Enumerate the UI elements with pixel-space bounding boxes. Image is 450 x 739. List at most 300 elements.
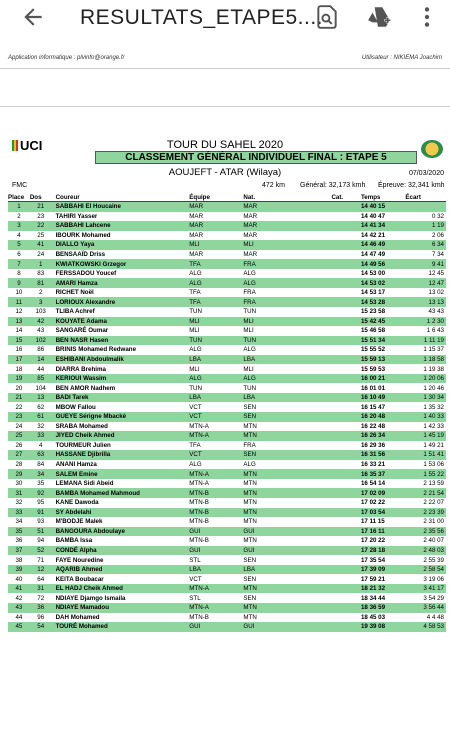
time-cell: 16 00 21 xyxy=(361,374,405,384)
time-cell: 17 11 15 xyxy=(360,518,385,526)
bib-cell: 14 xyxy=(30,355,52,365)
table-row xyxy=(8,364,446,374)
time-cell: 15 59 13 xyxy=(361,355,405,365)
time-cell: 15 46 58 xyxy=(360,327,386,335)
place-cell: 35 xyxy=(8,527,30,537)
rider-cell: KWIATKOWSKI Grzegor xyxy=(52,259,190,269)
table-row xyxy=(8,393,446,403)
time-cell: 14 46 49 xyxy=(361,240,405,250)
divider xyxy=(0,68,450,69)
gap-cell: 1 20 06 xyxy=(405,374,446,384)
place-cell: 31 xyxy=(8,488,30,498)
nation-cell: MTN xyxy=(243,508,331,518)
gap-cell: 1 11 19 xyxy=(405,336,446,346)
more-vert-icon[interactable] xyxy=(414,4,440,30)
table-row xyxy=(8,479,446,489)
table-row xyxy=(8,584,446,594)
table-row xyxy=(8,250,446,260)
gap-cell: 2 21 54 xyxy=(405,488,446,498)
place-cell: 18 xyxy=(15,365,23,373)
user-credit: Utilisateur : NIKIEMA Joachim xyxy=(361,55,442,61)
table-row xyxy=(8,517,446,527)
table-row xyxy=(8,345,446,355)
nation-cell: MTN xyxy=(243,499,257,507)
category-cell xyxy=(331,212,361,222)
bib-cell: 1 xyxy=(30,259,52,269)
place-cell: 1 xyxy=(8,202,30,212)
gap-cell: 1 18 58 xyxy=(405,355,446,365)
gap-cell: 6 34 xyxy=(405,240,446,250)
place-cell: 5 xyxy=(8,240,30,250)
team-cell: MAR xyxy=(189,231,204,239)
category-cell xyxy=(331,202,361,212)
rider-cell: TOURMEUR Julien xyxy=(55,441,111,449)
place-cell: 13 xyxy=(8,317,30,327)
gap-cell: 1 35 32 xyxy=(423,403,444,411)
time-cell: 18 34 44 xyxy=(360,594,386,602)
gap-cell: 1 51 41 xyxy=(405,450,446,460)
place-cell: 20 xyxy=(15,384,23,392)
nation-cell: TUN xyxy=(243,336,331,346)
gap-cell: 1 19 38 xyxy=(423,365,444,373)
team-cell: STL xyxy=(189,594,201,602)
rider-cell: LORIOUX Alexandre xyxy=(52,297,190,307)
gap-cell: 1 40 33 xyxy=(405,412,446,422)
category-cell xyxy=(331,393,361,403)
table-row xyxy=(8,212,446,222)
place-cell: 39 xyxy=(8,565,30,575)
gap-cell: 2 22 07 xyxy=(423,499,444,507)
time-cell: 16 15 47 xyxy=(360,403,386,411)
place-cell: 9 xyxy=(8,278,30,288)
col-header: Temps xyxy=(361,193,405,202)
bib-cell: 54 xyxy=(30,622,52,632)
team-cell: ALG xyxy=(189,461,202,469)
table-row xyxy=(8,202,446,212)
time-cell: 17 20 22 xyxy=(360,537,386,545)
time-cell: 14 47 49 xyxy=(360,251,386,258)
category-cell xyxy=(331,374,361,384)
rider-cell: BADI Tarek xyxy=(52,393,190,403)
gap-cell: 1 30 34 xyxy=(405,393,446,403)
time-cell: 14 49 56 xyxy=(361,259,405,269)
nation-cell: MLI xyxy=(243,317,331,327)
gap-cell: 1 15 37 xyxy=(423,346,444,354)
team-cell: MTN-B xyxy=(189,518,209,526)
team-cell: MAR xyxy=(189,251,204,258)
col-header: Dos xyxy=(30,193,52,202)
time-cell: 14 53 00 xyxy=(360,270,386,278)
rider-cell: LEMANA Sidi Abeid xyxy=(55,480,114,488)
rider-cell: TAHIRI Yasser xyxy=(55,212,98,220)
time-cell: 15 42 45 xyxy=(361,317,405,327)
rider-cell: SABBAHI Lahcene xyxy=(52,221,190,231)
general-speed: Général: 32,173 kmh xyxy=(300,182,366,189)
time-cell: 16 01 01 xyxy=(360,384,386,392)
gap-cell: 13 13 xyxy=(405,297,446,307)
team-cell: TFA xyxy=(189,289,201,297)
table-row xyxy=(8,574,446,584)
place-cell: 3 xyxy=(8,221,30,231)
category-cell xyxy=(331,364,361,374)
team-cell: MTN-B xyxy=(189,508,243,518)
category-cell xyxy=(331,479,361,489)
gap-cell: 7 34 xyxy=(431,251,444,258)
nation-cell: FRA xyxy=(243,289,256,297)
nation-cell: MTN xyxy=(243,431,331,441)
time-cell: 16 10 49 xyxy=(361,393,405,403)
nation-cell: SEN xyxy=(243,575,257,583)
place-cell: 43 xyxy=(8,603,30,613)
gap-cell: 1 53 06 xyxy=(423,461,444,469)
bib-cell: 44 xyxy=(37,365,45,373)
place-cell: 33 xyxy=(8,508,30,518)
bib-cell: 2 xyxy=(38,289,43,297)
gap-cell: 4 4 48 xyxy=(426,613,444,621)
race-date: 07/03/2020 xyxy=(408,170,444,177)
time-cell: 17 28 18 xyxy=(361,546,405,556)
place-cell: 30 xyxy=(15,480,23,488)
category-cell xyxy=(331,574,361,584)
gap-cell: 3 54 29 xyxy=(423,594,444,602)
bib-cell: 96 xyxy=(37,613,45,621)
category-cell xyxy=(331,527,361,537)
nation-cell: LBA xyxy=(243,393,331,403)
rider-cell: M'BODJE Malek xyxy=(55,518,103,526)
bib-cell: 25 xyxy=(37,231,45,239)
gap-cell: 2 13 59 xyxy=(423,480,444,488)
category-cell xyxy=(331,259,361,269)
time-cell: 17 02 09 xyxy=(361,488,405,498)
rider-cell: MBOW Fallou xyxy=(55,403,96,411)
rider-cell: BAMBA Issa xyxy=(55,537,93,545)
gap-cell: 2 55 39 xyxy=(423,556,444,564)
team-cell: MLI xyxy=(189,240,243,250)
nation-cell: MLI xyxy=(243,327,254,335)
team-cell: MTN-A xyxy=(189,422,209,430)
nation-cell: MTN xyxy=(243,537,257,545)
team-cell: GUI xyxy=(189,527,243,537)
place-cell: 34 xyxy=(15,518,23,526)
arrow-left-icon[interactable] xyxy=(20,4,46,30)
time-cell: 18 45 03 xyxy=(360,613,386,621)
category-cell xyxy=(331,622,361,632)
table-row xyxy=(8,565,446,575)
table-row xyxy=(8,527,446,537)
table-row xyxy=(8,546,446,556)
team-cell: LBA xyxy=(189,565,243,575)
drive-add-icon[interactable] xyxy=(366,4,392,30)
table-header xyxy=(8,193,446,202)
nation-cell: FRA xyxy=(243,259,331,269)
rider-cell: DIARRA Brehima xyxy=(55,365,106,373)
time-cell: 14 53 28 xyxy=(361,297,405,307)
gap-cell: 3 56 44 xyxy=(405,603,446,613)
time-cell: 17 59 21 xyxy=(360,575,386,583)
rider-cell: RICHET Noël xyxy=(55,289,94,297)
table-row xyxy=(8,603,446,613)
table-row xyxy=(8,402,446,412)
nation-cell: MTN xyxy=(243,488,331,498)
time-cell: 15 55 52 xyxy=(360,346,386,354)
category-cell xyxy=(331,460,361,470)
gap-cell: 1 6 43 xyxy=(426,327,444,335)
team-cell: ALG xyxy=(189,346,202,354)
rider-cell: SALEM Emine xyxy=(52,469,190,479)
rider-cell: ESHIBANI Abdoulmalik xyxy=(52,355,190,365)
place-cell: 45 xyxy=(8,622,30,632)
rider-cell: SABBAHI El Houcaine xyxy=(52,202,190,212)
team-cell: MTN-B xyxy=(189,613,209,621)
bib-cell: 104 xyxy=(35,384,46,392)
bib-cell: 24 xyxy=(37,251,45,258)
table-row xyxy=(8,593,446,603)
team-cell: MTN-A xyxy=(189,431,243,441)
divider xyxy=(0,106,450,107)
rider-cell: NDIAYE Mamadou xyxy=(52,603,190,613)
nation-cell: ALG xyxy=(243,461,256,469)
category-cell xyxy=(331,584,361,594)
bib-cell: 81 xyxy=(30,278,52,288)
time-cell: 14 53 02 xyxy=(361,278,405,288)
category-cell xyxy=(331,336,361,346)
place-cell: 32 xyxy=(15,499,23,507)
rider-cell: EL HADJ Cheik Ahmed xyxy=(52,584,190,594)
rider-cell: BRINIS Mohamed Redwane xyxy=(55,346,137,354)
table-row xyxy=(8,240,446,250)
col-header: Équipe xyxy=(189,193,243,202)
place-cell: 38 xyxy=(15,556,23,564)
col-header: Coureur xyxy=(52,193,190,202)
category-cell xyxy=(331,326,361,336)
nation-cell: GUI xyxy=(243,546,331,556)
gap-cell: 1 49 21 xyxy=(423,441,444,449)
table-row xyxy=(8,536,446,546)
bib-cell: 33 xyxy=(30,431,52,441)
bib-cell: 13 xyxy=(30,393,52,403)
time-cell: 18 21 32 xyxy=(361,584,405,594)
nation-cell: MTN xyxy=(243,480,257,488)
table-row xyxy=(8,259,446,269)
ranking-table xyxy=(8,193,446,632)
rider-cell: AMARI Hamza xyxy=(52,278,190,288)
bib-cell: 42 xyxy=(30,317,52,327)
nation-cell: ALG xyxy=(243,346,256,354)
col-header: Écart xyxy=(405,193,446,202)
epreuve-speed: Épreuve: 32,341 kmh xyxy=(378,182,445,189)
nation-cell: MLI xyxy=(243,240,331,250)
bib-cell: 36 xyxy=(30,603,52,613)
category-cell xyxy=(331,317,361,327)
category-cell xyxy=(331,469,361,479)
tour-logo-icon xyxy=(421,140,443,158)
rider-cell: ANANI Hamza xyxy=(55,461,97,469)
category-cell xyxy=(331,240,361,250)
team-cell: MTN-B xyxy=(189,499,209,507)
bib-cell: 63 xyxy=(30,450,52,460)
category-cell xyxy=(331,613,361,623)
category-cell xyxy=(331,422,361,432)
gap-cell: 1 2 30 xyxy=(405,317,446,327)
rider-cell: BEN AMOR Nadhem xyxy=(55,384,116,392)
category-cell xyxy=(331,278,361,288)
nation-cell: MLI xyxy=(243,365,254,373)
time-cell: 15 23 58 xyxy=(360,308,386,316)
gap-cell: 3 19 06 xyxy=(423,575,444,583)
app-credit: Application informatique : plvinfo@orange.fr xyxy=(8,55,125,61)
classement-banner: CLASSEMENT GÉNÉRAL INDIVIDUEL FINAL : ETAPE 5 xyxy=(95,151,417,164)
time-cell: 16 22 48 xyxy=(360,422,386,430)
gap-cell: 2 06 xyxy=(431,231,444,239)
document-title: RESULTATS_ETAPE5.... xyxy=(80,6,324,29)
team-cell: MTN-A xyxy=(189,469,243,479)
table-row xyxy=(8,613,446,623)
nation-cell: ALG xyxy=(243,270,256,278)
nation-cell: SEN xyxy=(243,556,257,564)
nation-cell: ALG xyxy=(243,278,331,288)
table-row xyxy=(8,469,446,479)
team-cell: STL xyxy=(189,556,201,564)
category-cell xyxy=(331,450,361,460)
table-row xyxy=(8,383,446,393)
bib-cell: 52 xyxy=(30,546,52,556)
table-row xyxy=(8,450,446,460)
time-cell: 17 03 54 xyxy=(361,508,405,518)
race-title: TOUR DU SAHEL 2020 xyxy=(166,139,284,151)
gap-cell: 12 47 xyxy=(405,278,446,288)
rider-cell: HASSANE Djibrilla xyxy=(52,450,190,460)
table-row xyxy=(8,498,446,508)
category-cell xyxy=(331,345,361,355)
table-row xyxy=(8,326,446,336)
gap-cell: 43 43 xyxy=(428,308,444,316)
category-cell xyxy=(331,383,361,393)
place-cell: 42 xyxy=(15,594,23,602)
gap-cell: 1 45 19 xyxy=(405,431,446,441)
distance: 472 km xyxy=(262,182,285,189)
rider-cell: SRABA Mohamed xyxy=(55,422,108,430)
nation-cell: MTN xyxy=(243,584,331,594)
col-header: Cat. xyxy=(331,193,361,202)
place-cell: 17 xyxy=(8,355,30,365)
place-cell: 2 xyxy=(17,212,21,220)
team-cell: MAR xyxy=(189,212,204,220)
table-row xyxy=(8,555,446,565)
search-document-icon[interactable] xyxy=(314,4,340,30)
category-cell xyxy=(331,536,361,546)
table-row xyxy=(8,336,446,346)
time-cell: 16 20 48 xyxy=(361,412,405,422)
gap-cell: 2 58 54 xyxy=(405,565,446,575)
rider-cell: NDIAYE Djamgo Ismaila xyxy=(55,594,126,602)
bib-cell: 103 xyxy=(35,308,46,316)
table-row xyxy=(8,374,446,384)
federation: FMC xyxy=(12,182,28,189)
team-cell: ALG xyxy=(189,374,243,384)
time-cell: 16 31 56 xyxy=(361,450,405,460)
team-cell: TFA xyxy=(189,297,243,307)
gap-cell: 2 35 56 xyxy=(405,527,446,537)
team-cell: MLI xyxy=(189,365,200,373)
time-cell: 14 41 34 xyxy=(361,221,405,231)
gap-cell: 2 48 03 xyxy=(405,546,446,556)
time-cell: 17 39 09 xyxy=(361,565,405,575)
gap-cell: 0 32 xyxy=(431,212,444,220)
nation-cell: FRA xyxy=(243,297,331,307)
bib-cell: 64 xyxy=(37,575,45,583)
bib-cell: 84 xyxy=(37,461,45,469)
category-cell xyxy=(331,431,361,441)
team-cell: VCT xyxy=(189,412,243,422)
rider-cell: AQARIB Ahmed xyxy=(52,565,190,575)
table-row xyxy=(8,288,446,298)
time-cell: 17 02 22 xyxy=(360,499,386,507)
time-cell: 14 42 21 xyxy=(360,231,386,239)
team-cell: GUI xyxy=(189,546,243,556)
place-cell: 16 xyxy=(15,346,23,354)
gap-cell: 2 40 07 xyxy=(423,537,444,545)
nation-cell: TUN xyxy=(243,384,257,392)
category-cell xyxy=(331,307,361,317)
bib-cell: 34 xyxy=(30,469,52,479)
bib-cell: 83 xyxy=(37,270,45,278)
place-cell: 12 xyxy=(15,308,23,316)
table-row xyxy=(8,278,446,288)
gap-cell: 13 02 xyxy=(428,289,444,297)
nation-cell: SEN xyxy=(243,412,331,422)
rider-cell: DIALLO Yaya xyxy=(52,240,190,250)
gap-cell: 2 31 00 xyxy=(423,518,444,526)
time-cell: 15 51 34 xyxy=(361,336,405,346)
category-cell xyxy=(331,221,361,231)
rider-cell: KEITA Boubacar xyxy=(55,575,104,583)
bib-cell: 41 xyxy=(30,240,52,250)
bib-cell: 4 xyxy=(38,441,43,449)
nation-cell: MAR xyxy=(243,221,331,231)
category-cell xyxy=(331,297,361,307)
rider-cell: CONDÉ Alpha xyxy=(52,546,190,556)
team-cell: TUN xyxy=(189,308,202,316)
time-cell: 14 40 47 xyxy=(360,212,386,220)
table-row xyxy=(8,231,446,241)
category-cell xyxy=(331,593,361,603)
col-header: Place xyxy=(8,193,30,202)
gap-cell: 4 58 53 xyxy=(405,622,446,632)
place-cell: 8 xyxy=(17,270,21,278)
bib-cell: 72 xyxy=(37,594,45,602)
nation-cell: SEN xyxy=(243,594,257,602)
rider-cell: GUEYE Sérigne Mbacké xyxy=(52,412,190,422)
time-cell: 19 39 08 xyxy=(361,622,405,632)
place-cell: 10 xyxy=(15,289,23,297)
place-cell: 41 xyxy=(8,584,30,594)
bib-cell: 22 xyxy=(30,221,52,231)
category-cell xyxy=(331,488,361,498)
gap-cell: 9 41 xyxy=(405,259,446,269)
table-row xyxy=(8,488,446,498)
gap-cell: 1 42 33 xyxy=(423,422,444,430)
time-cell: 17 35 54 xyxy=(360,556,386,564)
rider-cell: FAYE Nouredine xyxy=(55,556,104,564)
table-row xyxy=(8,412,446,422)
team-cell: MTN-A xyxy=(189,480,209,488)
team-cell: TFA xyxy=(189,259,243,269)
time-cell: 16 35 37 xyxy=(361,469,405,479)
bib-cell: 91 xyxy=(30,508,52,518)
table-row xyxy=(8,221,446,231)
team-cell: MTN-B xyxy=(189,537,209,545)
rider-cell: TLIBA Achref xyxy=(55,308,95,316)
